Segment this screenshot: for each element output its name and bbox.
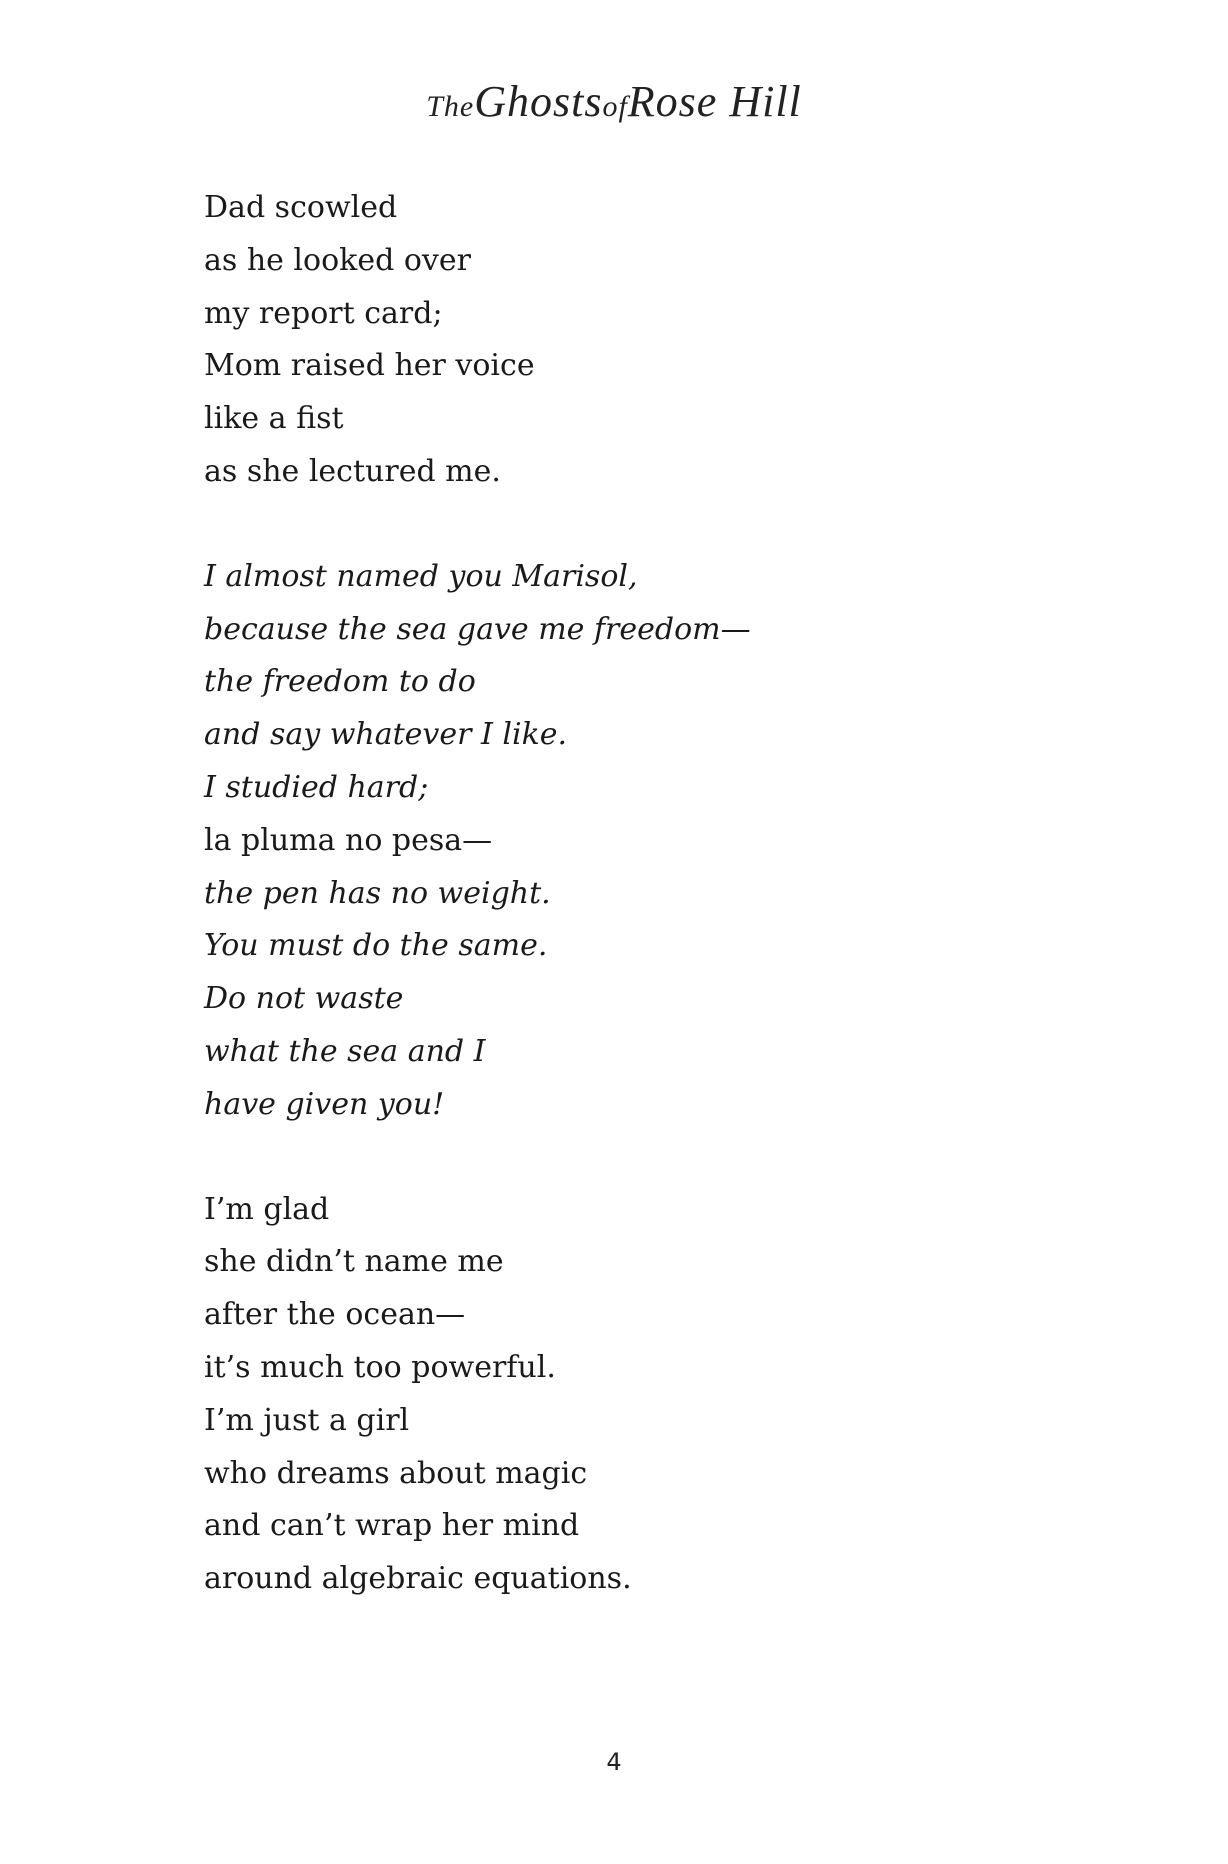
poem-line: have given you! xyxy=(204,1086,445,1122)
poem-line: You must do the same. xyxy=(204,928,548,964)
poem-line: I’m glad xyxy=(204,1191,330,1227)
stanza xyxy=(204,182,1004,499)
poem-line: my report card; xyxy=(204,295,443,331)
poem-line: she didn’t name me xyxy=(204,1244,504,1280)
poem-line: and can’t wrap her mind xyxy=(204,1508,580,1544)
poem-line: the freedom to do xyxy=(204,664,476,700)
poem-line: I almost named you Marisol, xyxy=(204,558,638,594)
poem-line: I studied hard; xyxy=(204,769,429,805)
running-head-rose-hill: Rose Hill xyxy=(627,77,802,126)
running-head-the: The xyxy=(426,90,475,123)
stanza xyxy=(204,1184,1004,1606)
poem-line: who dreams about magic xyxy=(204,1455,588,1491)
page-number: 4 xyxy=(606,1748,622,1776)
poem-line: the pen has no weight. xyxy=(204,875,551,911)
poem-line: Dad scowled xyxy=(204,190,398,225)
poem-body xyxy=(204,182,1004,1658)
poem-line: after the ocean— xyxy=(204,1297,466,1333)
poem-line: because the sea gave me freedom— xyxy=(204,611,751,647)
poem-line: like a fist xyxy=(204,401,344,437)
poem-line: Mom raised her voice xyxy=(204,348,535,384)
poem-line: it’s much too powerful. xyxy=(204,1349,556,1385)
poem-line: and say whatever I like. xyxy=(204,717,568,753)
poem-line: what the sea and I xyxy=(204,1033,486,1069)
poem-line: as she lectured me. xyxy=(204,453,501,489)
poem-line: Do not waste xyxy=(204,981,404,1017)
running-head-ghosts: Ghosts xyxy=(474,77,603,126)
running-head-of: of xyxy=(602,90,628,123)
poem-line: around algebraic equations. xyxy=(204,1561,632,1597)
stanza xyxy=(204,551,1004,1132)
running-head xyxy=(0,72,1228,137)
poem-line: la pluma no pesa— xyxy=(204,822,493,858)
poem-line: as he looked over xyxy=(204,242,471,278)
poem-line: I’m just a girl xyxy=(204,1402,410,1438)
